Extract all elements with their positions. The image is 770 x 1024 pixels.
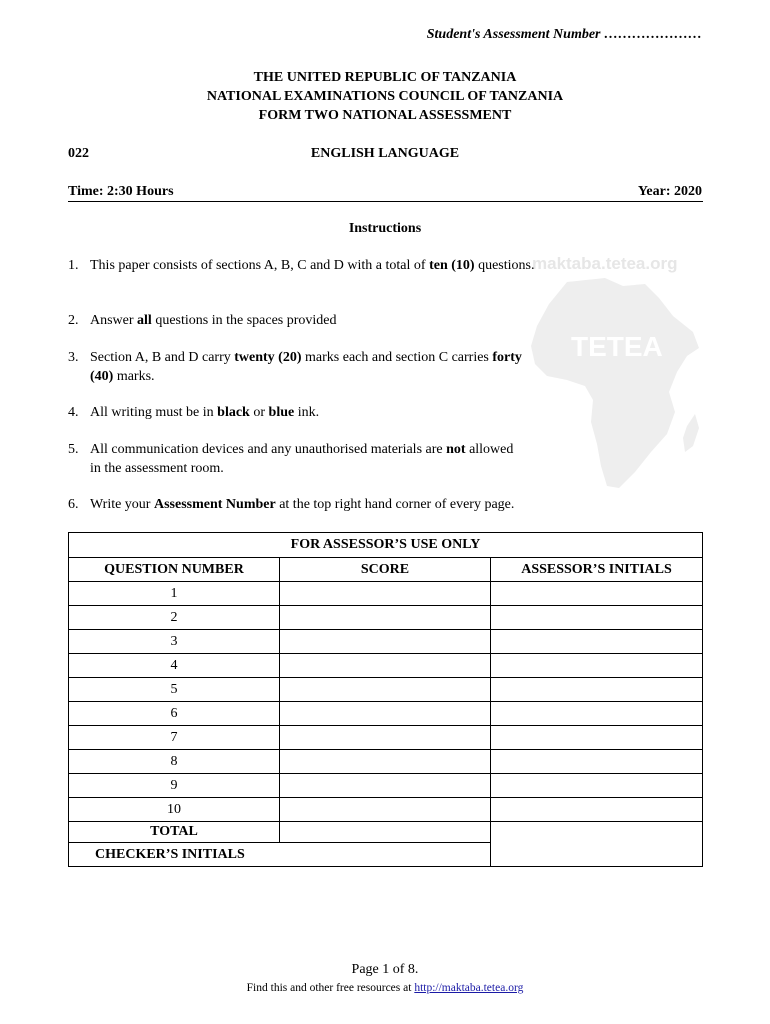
checker-initials-label: CHECKER’S INITIALS (69, 843, 491, 867)
table-row (69, 678, 703, 702)
initials-cell[interactable] (491, 798, 703, 822)
assessor-score-table (68, 532, 703, 867)
score-cell[interactable] (280, 582, 491, 606)
header-score: SCORE (280, 558, 491, 582)
question-number-cell: 10 (69, 798, 280, 822)
instruction-item: 4. All writing must be in black or blue ink. (68, 405, 320, 420)
header-republic: THE UNITED REPUBLIC OF TANZANIA (253, 70, 517, 85)
total-row (69, 822, 703, 843)
assessment-number-label: Student's Assessment Number ………………… (426, 27, 702, 42)
score-cell[interactable] (280, 774, 491, 798)
instruction-item: 3. Section A, B and D carry twenty (20) marks each and section C carries forty (40) marks. (68, 350, 522, 384)
question-number-cell: 1 (69, 582, 280, 606)
initials-cell[interactable] (491, 774, 703, 798)
header-divider (68, 201, 703, 202)
initials-cell[interactable] (491, 750, 703, 774)
watermark-logo: TETEA (571, 331, 663, 362)
footer-resources (0, 982, 770, 994)
header-assessment: FORM TWO NATIONAL ASSESSMENT (258, 108, 512, 123)
paper-subject: ENGLISH LANGUAGE (310, 146, 460, 161)
score-cell[interactable] (280, 702, 491, 726)
table-row (69, 606, 703, 630)
question-number-cell: 5 (69, 678, 280, 702)
header-council: NATIONAL EXAMINATIONS COUNCIL OF TANZANIA (206, 89, 564, 104)
instruction-item: 6. Write your Assessment Number at the top right hand corner of every page. (68, 497, 515, 512)
total-score-cell[interactable] (280, 822, 491, 843)
initials-cell[interactable] (491, 726, 703, 750)
question-number-cell: 4 (69, 654, 280, 678)
africa-map-watermark-icon (527, 276, 702, 491)
total-initials-cell[interactable] (491, 822, 703, 867)
question-number-cell: 3 (69, 630, 280, 654)
instructions-title: Instructions (348, 221, 422, 236)
initials-cell[interactable] (491, 678, 703, 702)
table-row (69, 702, 703, 726)
score-cell[interactable] (280, 750, 491, 774)
question-number-cell: 2 (69, 606, 280, 630)
initials-cell[interactable] (491, 702, 703, 726)
paper-code: 022 (68, 146, 89, 161)
initials-cell[interactable] (491, 654, 703, 678)
initials-cell[interactable] (491, 630, 703, 654)
page-number: Page 1 of 8. (351, 962, 419, 977)
score-cell[interactable] (280, 630, 491, 654)
score-cell[interactable] (280, 606, 491, 630)
instruction-item: 1. This paper consists of sections A, B, C and D with a total of ten (10) questions. (68, 258, 535, 273)
table-row (69, 774, 703, 798)
total-label: TOTAL (69, 822, 280, 843)
instruction-item: 2. Answer all questions in the spaces provided (68, 313, 337, 328)
table-row (69, 798, 703, 822)
table-title: FOR ASSESSOR’S USE ONLY (69, 533, 703, 558)
footer-text: Find this and other free resources at (246, 982, 415, 994)
score-cell[interactable] (280, 678, 491, 702)
table-row (69, 582, 703, 606)
paper-year: Year: 2020 (637, 184, 702, 199)
table-row (69, 750, 703, 774)
header-question-number: QUESTION NUMBER (69, 558, 280, 582)
score-cell[interactable] (280, 654, 491, 678)
score-cell[interactable] (280, 726, 491, 750)
header-assessor-initials: ASSESSOR’S INITIALS (491, 558, 703, 582)
table-row (69, 654, 703, 678)
footer-link[interactable]: http://maktaba.tetea.org (414, 982, 524, 994)
score-cell[interactable] (280, 798, 491, 822)
initials-cell[interactable] (491, 582, 703, 606)
question-number-cell: 6 (69, 702, 280, 726)
paper-time: Time: 2:30 Hours (68, 184, 174, 199)
watermark-text: maktaba.tetea.org (532, 254, 678, 273)
question-number-cell: 9 (69, 774, 280, 798)
initials-cell[interactable] (491, 606, 703, 630)
question-number-cell: 7 (69, 726, 280, 750)
table-row (69, 726, 703, 750)
question-number-cell: 8 (69, 750, 280, 774)
instruction-item: 5. All communication devices and any unauthorised materials are not allowed in the assessment room. (68, 442, 514, 476)
table-row (69, 630, 703, 654)
